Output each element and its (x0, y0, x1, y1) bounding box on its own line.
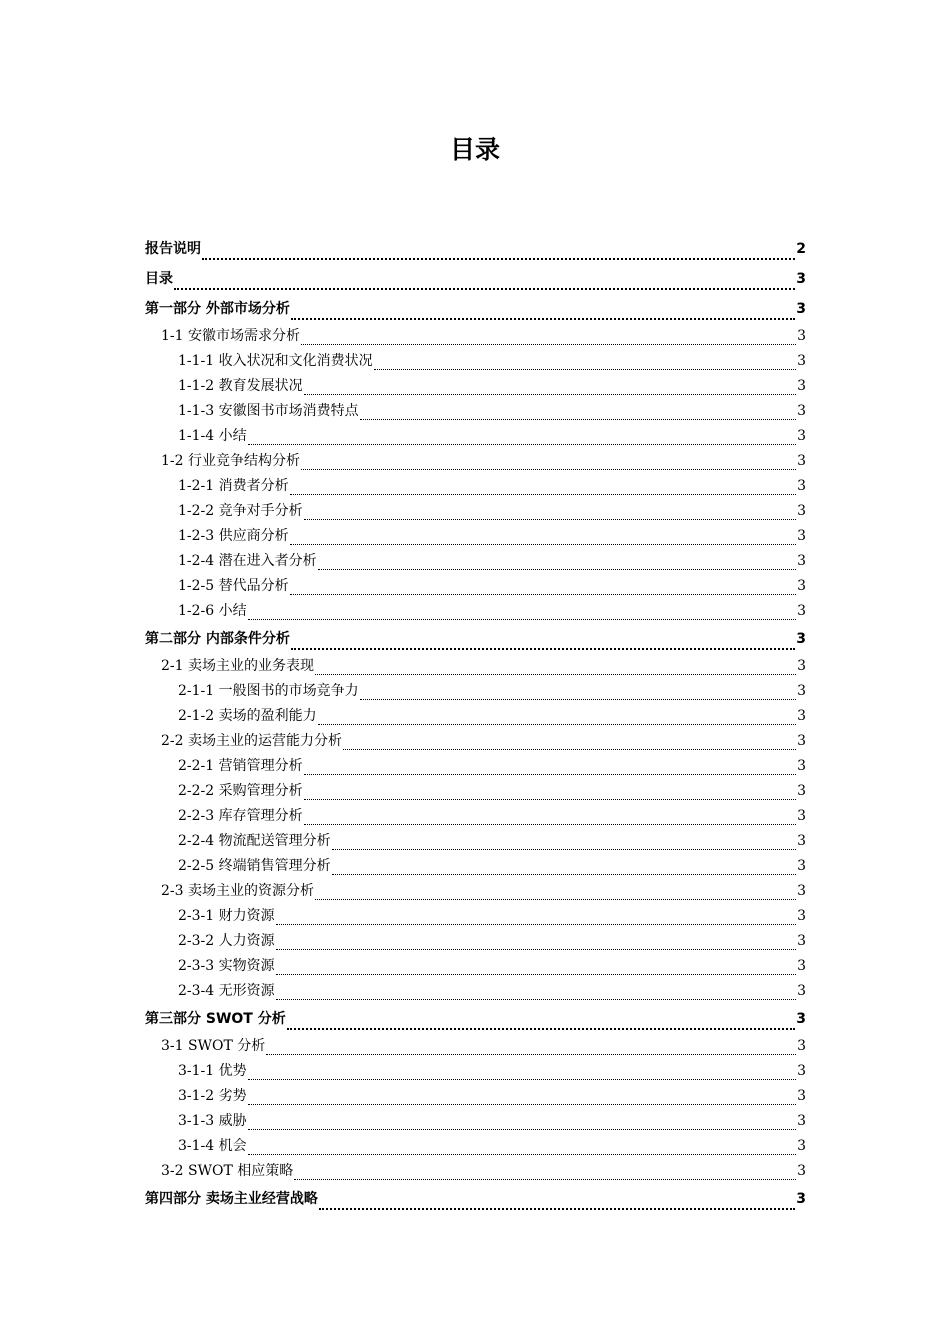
toc-dot-leader (248, 1128, 796, 1130)
toc-entry-label: 报告说明 (145, 241, 201, 257)
toc-entry-label: 1-1-4 小结 (178, 428, 247, 444)
toc-entry-label: 第四部分 卖场主业经营战略 (145, 1191, 318, 1207)
toc-entry[interactable] (145, 449, 806, 474)
toc-entry[interactable] (145, 1059, 806, 1084)
toc-entry[interactable] (145, 729, 806, 754)
toc-entry[interactable] (145, 829, 806, 854)
toc-dot-leader (276, 998, 796, 1000)
toc-entry[interactable] (145, 374, 806, 399)
toc-dot-leader (301, 343, 796, 345)
toc-dot-leader (319, 1207, 795, 1210)
toc-entry-label: 2-3 卖场主业的资源分析 (161, 883, 314, 899)
toc-dot-leader (291, 647, 795, 650)
toc-dot-leader (248, 618, 796, 620)
toc-entry-label: 2-1 卖场主业的业务表现 (161, 658, 314, 674)
toc-entry-label: 1-2-1 消费者分析 (178, 478, 289, 494)
toc-entry-label: 第一部分 外部市场分析 (145, 301, 290, 317)
toc-entry-label: 2-2-5 终端销售管理分析 (178, 858, 331, 874)
toc-dot-leader (174, 287, 795, 290)
toc-dot-leader (290, 543, 796, 545)
page-title: 目录 (449, 135, 500, 164)
toc-page-number: 3 (797, 403, 806, 419)
toc-entry-label: 第三部分 SWOT 分析 (145, 1011, 286, 1027)
toc-entry[interactable] (145, 265, 806, 294)
toc-entry[interactable] (145, 1185, 806, 1214)
toc-entry[interactable] (145, 499, 806, 524)
toc-entry[interactable] (145, 679, 806, 704)
toc-entry[interactable] (145, 879, 806, 904)
toc-dot-leader (248, 1153, 796, 1155)
toc-page-number: 3 (796, 1191, 806, 1207)
toc-entry-label: 1-1-3 安徽图书市场消费特点 (178, 403, 359, 419)
toc-entry-label: 2-3-3 实物资源 (178, 958, 275, 974)
toc-entry[interactable] (145, 1159, 806, 1184)
toc-page-number: 3 (796, 1011, 806, 1027)
toc-page-number: 3 (797, 808, 806, 824)
toc-entry[interactable] (145, 295, 806, 324)
toc-page-number: 3 (797, 983, 806, 999)
toc-entry-label: 3-1-2 劣势 (178, 1088, 247, 1104)
toc-entry-label: 2-2-2 采购管理分析 (178, 783, 303, 799)
toc-dot-leader (276, 973, 796, 975)
toc-page-number: 3 (797, 603, 806, 619)
toc-dot-leader (304, 773, 796, 775)
toc-dot-leader (343, 748, 796, 750)
toc-entry-label: 2-1-1 一般图书的市场竞争力 (178, 683, 359, 699)
toc-entry-label: 3-2 SWOT 相应策略 (161, 1163, 294, 1179)
toc-entry-label: 2-3-2 人力资源 (178, 933, 275, 949)
toc-page-number: 3 (797, 478, 806, 494)
toc-dot-leader (360, 418, 796, 420)
toc-page-number: 3 (797, 578, 806, 594)
toc-entry[interactable] (145, 979, 806, 1004)
toc-page-number: 3 (796, 631, 806, 647)
toc-page-number: 3 (797, 453, 806, 469)
toc-entry[interactable] (145, 854, 806, 879)
toc-page-number: 3 (797, 353, 806, 369)
toc-entry[interactable] (145, 1034, 806, 1059)
toc-page-number: 3 (797, 883, 806, 899)
toc-dot-leader (304, 518, 796, 520)
toc-dot-leader (248, 443, 796, 445)
toc-page-number: 3 (797, 503, 806, 519)
toc-page-number: 3 (797, 1088, 806, 1104)
toc-entry[interactable] (145, 524, 806, 549)
toc-page-number: 3 (796, 271, 806, 287)
toc-dot-leader (202, 257, 795, 260)
toc-entry[interactable] (145, 804, 806, 829)
toc-entry[interactable] (145, 1084, 806, 1109)
toc-entry[interactable] (145, 929, 806, 954)
toc-entry-label: 1-2-5 替代品分析 (178, 578, 289, 594)
toc-dot-leader (290, 493, 796, 495)
toc-dot-leader (304, 823, 796, 825)
toc-dot-leader (304, 798, 796, 800)
toc-dot-leader (332, 848, 796, 850)
toc-page-number: 3 (797, 908, 806, 924)
toc-dot-leader (276, 948, 796, 950)
toc-entry[interactable] (145, 324, 806, 349)
table-of-contents (145, 234, 806, 1214)
toc-entry[interactable] (145, 424, 806, 449)
toc-page-number: 3 (797, 933, 806, 949)
toc-page-number: 3 (797, 858, 806, 874)
toc-entry-label: 2-1-2 卖场的盈利能力 (178, 708, 317, 724)
toc-page-number: 3 (797, 783, 806, 799)
toc-entry-label: 1-2-4 潜在进入者分析 (178, 553, 317, 569)
toc-page-number: 3 (797, 1113, 806, 1129)
toc-entry[interactable] (145, 904, 806, 929)
toc-entry[interactable] (145, 754, 806, 779)
toc-entry-label: 第二部分 内部条件分析 (145, 631, 290, 647)
toc-entry[interactable] (145, 1134, 806, 1159)
toc-dot-leader (315, 898, 796, 900)
toc-dot-leader (248, 1078, 796, 1080)
toc-entry-label: 3-1 SWOT 分析 (161, 1038, 266, 1054)
toc-page-number: 3 (797, 1163, 806, 1179)
toc-page-number: 3 (797, 758, 806, 774)
toc-page-number: 3 (797, 833, 806, 849)
toc-entry[interactable] (145, 625, 806, 654)
toc-dot-leader (374, 368, 796, 370)
toc-dot-leader (291, 317, 795, 320)
toc-page-number: 3 (797, 1138, 806, 1154)
toc-dot-leader (304, 393, 796, 395)
toc-page-number: 3 (797, 1038, 806, 1054)
toc-page-number: 3 (797, 1063, 806, 1079)
toc-page-number: 3 (797, 553, 806, 569)
toc-entry-label: 1-2-3 供应商分析 (178, 528, 289, 544)
toc-page-number: 3 (797, 528, 806, 544)
toc-dot-leader (318, 723, 796, 725)
toc-entry-label: 3-1-4 机会 (178, 1138, 247, 1154)
toc-page-number: 3 (797, 683, 806, 699)
toc-dot-leader (315, 673, 796, 675)
toc-dot-leader (318, 568, 796, 570)
toc-entry-label: 1-2-2 竞争对手分析 (178, 503, 303, 519)
toc-page-number: 3 (797, 378, 806, 394)
toc-dot-leader (290, 593, 796, 595)
toc-entry-label: 1-1-1 收入状况和文化消费状况 (178, 353, 373, 369)
toc-entry-label: 1-1 安徽市场需求分析 (161, 328, 300, 344)
toc-page-number: 3 (797, 658, 806, 674)
toc-entry-label: 1-2 行业竞争结构分析 (161, 453, 300, 469)
toc-page-number: 3 (797, 328, 806, 344)
toc-dot-leader (287, 1027, 796, 1030)
toc-entry-label: 2-2-3 库存管理分析 (178, 808, 303, 824)
toc-entry[interactable] (145, 779, 806, 804)
toc-entry[interactable] (145, 349, 806, 374)
toc-page-number: 3 (797, 958, 806, 974)
toc-dot-leader (294, 1178, 796, 1180)
toc-page-number: 3 (797, 708, 806, 724)
toc-entry-label: 2-3-4 无形资源 (178, 983, 275, 999)
toc-dot-leader (360, 698, 796, 700)
toc-entry[interactable] (145, 235, 806, 264)
toc-page-number: 3 (797, 733, 806, 749)
toc-entry-label: 2-2 卖场主业的运营能力分析 (161, 733, 342, 749)
toc-entry-label: 1-1-2 教育发展状况 (178, 378, 303, 394)
toc-page-number: 3 (796, 301, 806, 317)
toc-entry[interactable] (145, 1109, 806, 1134)
toc-entry-label: 2-3-1 财力资源 (178, 908, 275, 924)
toc-entry[interactable] (145, 474, 806, 499)
toc-entry-label: 3-1-1 优势 (178, 1063, 247, 1079)
toc-dot-leader (332, 873, 796, 875)
toc-entry[interactable] (145, 1005, 806, 1034)
toc-entry-label: 2-2-1 营销管理分析 (178, 758, 303, 774)
toc-page-number: 2 (796, 241, 806, 257)
toc-entry[interactable] (145, 399, 806, 424)
toc-entry-label: 3-1-3 威胁 (178, 1113, 247, 1129)
toc-entry[interactable] (145, 704, 806, 729)
toc-page-number: 3 (797, 428, 806, 444)
toc-dot-leader (248, 1103, 796, 1105)
toc-entry[interactable] (145, 954, 806, 979)
toc-entry-label: 目录 (145, 271, 173, 287)
toc-dot-leader (301, 468, 796, 470)
toc-entry[interactable] (145, 599, 806, 624)
toc-entry-label: 2-2-4 物流配送管理分析 (178, 833, 331, 849)
toc-entry[interactable] (145, 549, 806, 574)
toc-dot-leader (276, 923, 796, 925)
toc-dot-leader (266, 1053, 796, 1055)
toc-entry-label: 1-2-6 小结 (178, 603, 247, 619)
toc-entry[interactable] (145, 574, 806, 599)
toc-entry[interactable] (145, 654, 806, 679)
